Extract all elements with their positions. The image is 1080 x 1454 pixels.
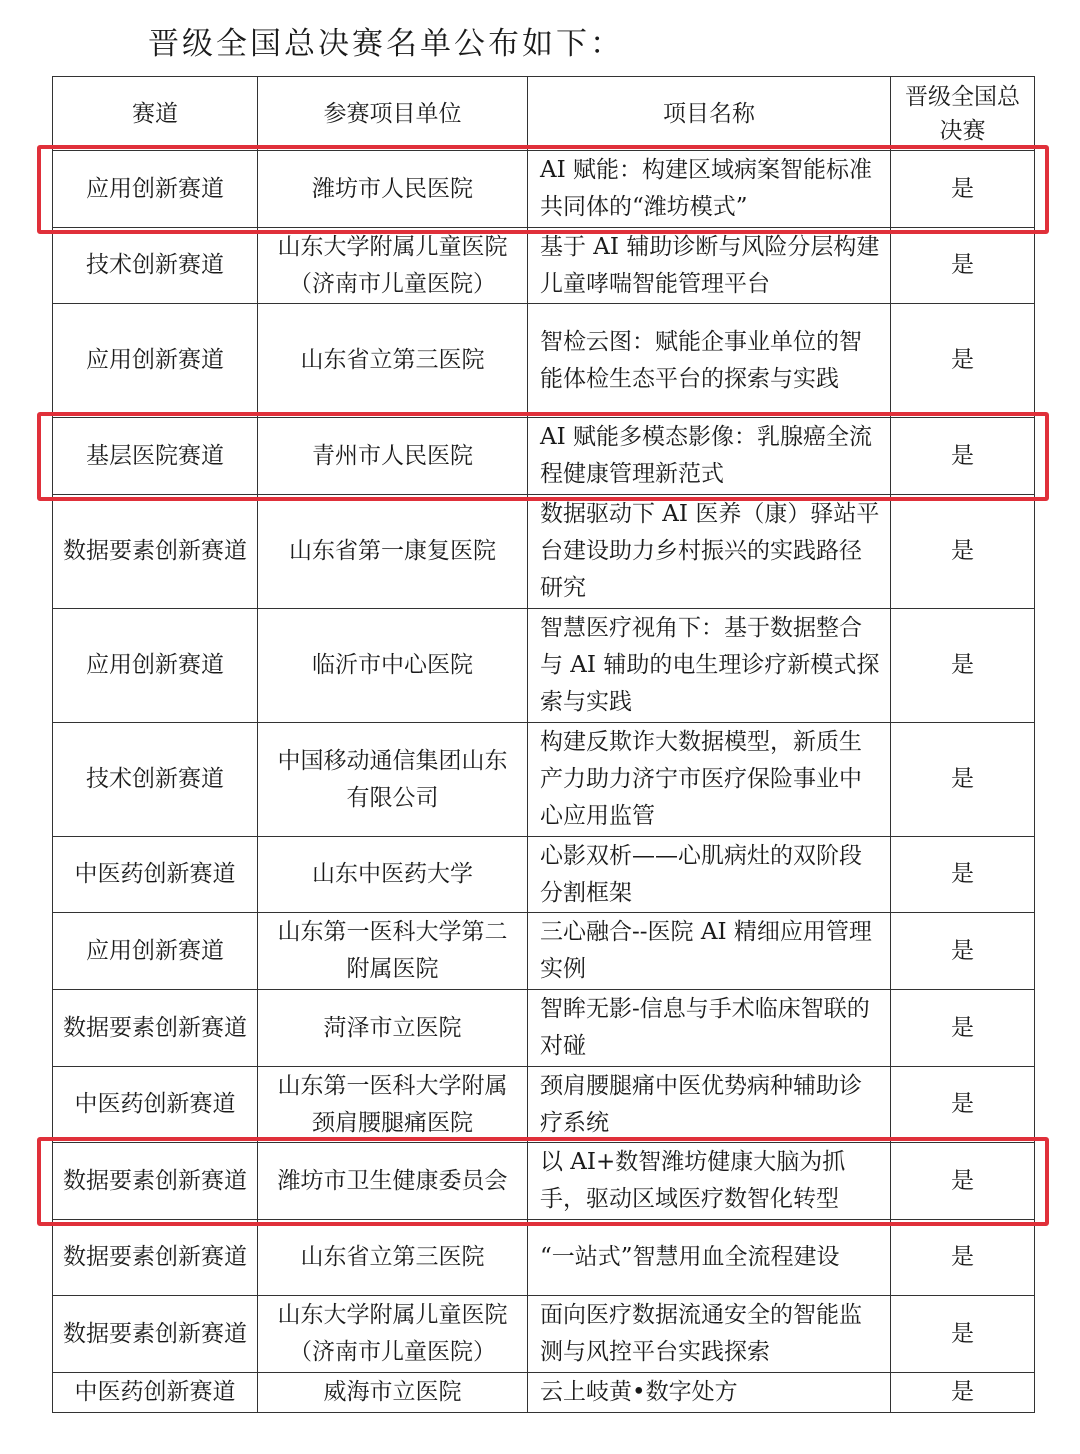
project-name-cell: “一站式”智慧用血全流程建设 [528,1220,891,1296]
project-name-cell: 心影双析——心肌病灶的双阶段分割框架 [528,837,891,913]
advance-cell: 是 [891,837,1035,913]
project-name-cell: 以 AI+数智潍坊健康大脑为抓手，驱动区域医疗数智化转型 [528,1143,891,1220]
advance-cell: 是 [891,151,1035,228]
column-header-project: 项目名称 [528,77,891,151]
unit-cell: 山东中医药大学 [258,837,528,913]
advance-cell: 是 [891,1143,1035,1220]
advance-cell: 是 [891,495,1035,609]
project-name-cell: 数据驱动下 AI 医养（康）驿站平台建设助力乡村振兴的实践路径研究 [528,495,891,609]
advance-cell: 是 [891,418,1035,495]
table-row [53,990,1035,1067]
advance-cell: 是 [891,1220,1035,1296]
unit-cell: 山东大学附属儿童医院（济南市儿童医院） [258,228,528,304]
advance-cell: 是 [891,609,1035,723]
track-cell: 基层医院赛道 [53,418,258,495]
unit-cell: 临沂市中心医院 [258,609,528,723]
table-row [53,1296,1035,1373]
table-row [53,1373,1035,1413]
column-header-track: 赛道 [53,77,258,151]
advance-cell: 是 [891,1067,1035,1143]
track-cell: 技术创新赛道 [53,723,258,837]
project-name-cell: 面向医疗数据流通安全的智能监测与风控平台实践探索 [528,1296,891,1373]
project-name-cell: 颈肩腰腿痛中医优势病种辅助诊疗系统 [528,1067,891,1143]
project-name-cell: 智检云图：赋能企事业单位的智能体检生态平台的探索与实践 [528,304,891,418]
project-name-cell: AI 赋能多模态影像：乳腺癌全流程健康管理新范式 [528,418,891,495]
unit-cell: 山东第一医科大学第二附属医院 [258,913,528,990]
table-row [53,495,1035,609]
project-name-cell: 基于 AI 辅助诊断与风险分层构建儿童哮喘智能管理平台 [528,228,891,304]
advance-cell: 是 [891,723,1035,837]
track-cell: 数据要素创新赛道 [53,1220,258,1296]
unit-cell: 威海市立医院 [258,1373,528,1413]
table-row [53,837,1035,913]
track-cell: 数据要素创新赛道 [53,1296,258,1373]
project-name-cell: 构建反欺诈大数据模型，新质生产力助力济宁市医疗保险事业中心应用监管 [528,723,891,837]
advance-cell: 是 [891,990,1035,1067]
advance-cell: 是 [891,1373,1035,1413]
track-cell: 中医药创新赛道 [53,1373,258,1413]
unit-cell: 山东大学附属儿童医院（济南市儿童医院） [258,1296,528,1373]
track-cell: 数据要素创新赛道 [53,495,258,609]
unit-cell: 潍坊市卫生健康委员会 [258,1143,528,1220]
table-row [53,304,1035,418]
table-row [53,228,1035,304]
table-row [53,1143,1035,1220]
unit-cell: 中国移动通信集团山东有限公司 [258,723,528,837]
table-row [53,913,1035,990]
project-name-cell: 三心融合--医院 AI 精细应用管理实例 [528,913,891,990]
advance-cell: 是 [891,1296,1035,1373]
track-cell: 技术创新赛道 [53,228,258,304]
unit-cell: 山东省第一康复医院 [258,495,528,609]
project-name-cell: 智眸无影-信息与手术临床智联的对碰 [528,990,891,1067]
track-cell: 应用创新赛道 [53,913,258,990]
table-header-row [53,77,1035,151]
track-cell: 中医药创新赛道 [53,837,258,913]
track-cell: 应用创新赛道 [53,609,258,723]
track-cell: 应用创新赛道 [53,304,258,418]
advance-cell: 是 [891,304,1035,418]
column-header-advance: 晋级全国总决赛 [891,77,1035,151]
advance-cell: 是 [891,228,1035,304]
project-name-cell: AI 赋能：构建区域病案智能标准共同体的“潍坊模式” [528,151,891,228]
unit-cell: 潍坊市人民医院 [258,151,528,228]
table-row [53,151,1035,228]
unit-cell: 山东省立第三医院 [258,1220,528,1296]
project-name-cell: 智慧医疗视角下：基于数据整合与 AI 辅助的电生理诊疗新模式探索与实践 [528,609,891,723]
unit-cell: 菏泽市立医院 [258,990,528,1067]
unit-cell: 青州市人民医院 [258,418,528,495]
finalists-table [52,76,1035,1413]
table-body [53,151,1035,1413]
column-header-unit: 参赛项目单位 [258,77,528,151]
table-row [53,1220,1035,1296]
table-row [53,1067,1035,1143]
unit-cell: 山东第一医科大学附属颈肩腰腿痛医院 [258,1067,528,1143]
track-cell: 中医药创新赛道 [53,1067,258,1143]
track-cell: 数据要素创新赛道 [53,990,258,1067]
project-name-cell: 云上岐黄•数字处方 [528,1373,891,1413]
track-cell: 应用创新赛道 [53,151,258,228]
advance-cell: 是 [891,913,1035,990]
track-cell: 数据要素创新赛道 [53,1143,258,1220]
unit-cell: 山东省立第三医院 [258,304,528,418]
page-heading: 晋级全国总决赛名单公布如下： [148,26,624,62]
table-row [53,418,1035,495]
table-row [53,609,1035,723]
table-row [53,723,1035,837]
